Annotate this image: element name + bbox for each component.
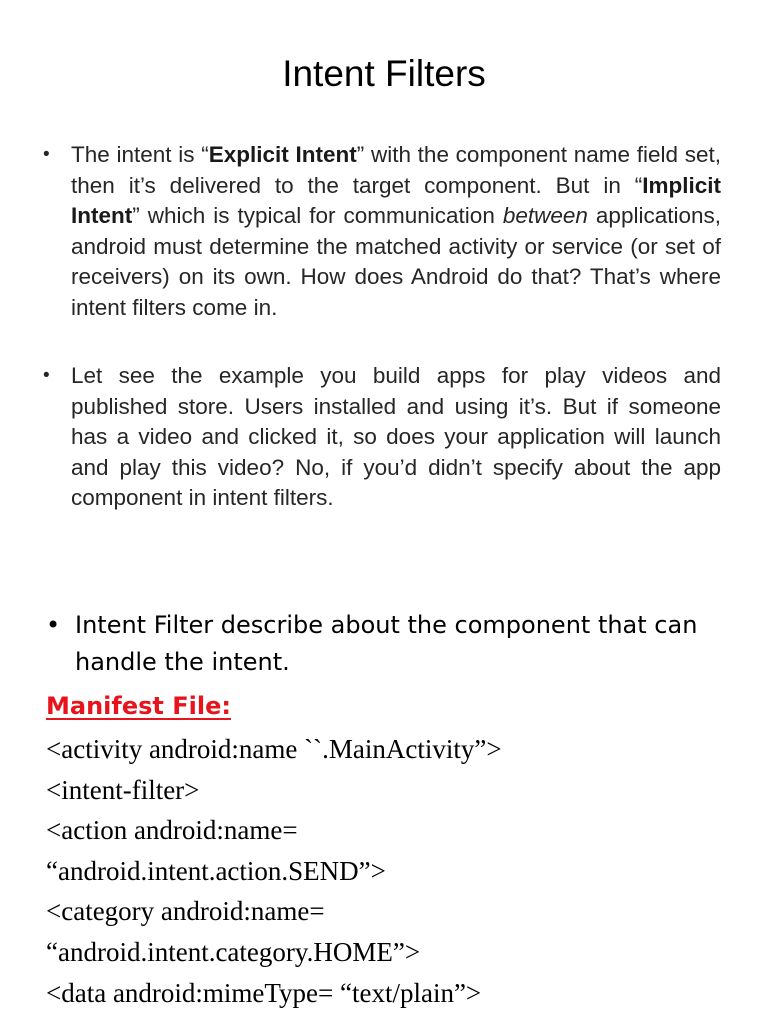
implicit-intent-term: Implicit Intent <box>71 172 721 229</box>
bullet-intent-filter-description <box>46 607 726 681</box>
bullet-explicit-implicit <box>43 140 721 324</box>
code-line-activity: <activity android:name ``.MainActivity”> <box>46 734 502 764</box>
bullet-text: The intent is “Explicit Intent” with the component name field set, then it’s delivered to the target component. But in “Implicit Intent” which is typical for communication between applications, android must determine the matched activity or service (or set of receivers) on its own. How does Android do that? That’s where intent filters come in. <box>71 142 722 320</box>
manifest-code-block <box>46 729 746 1013</box>
bullet-video-example <box>43 361 721 514</box>
bullet-text: Intent Filter describe about the component that can handle the intent. <box>75 611 698 676</box>
slide-title: Intent Filters <box>282 53 486 94</box>
code-line-action-value: “android.intent.action.SEND”> <box>46 855 386 886</box>
bullet-dot: • <box>43 144 50 165</box>
between-emphasis: between <box>502 203 588 229</box>
code-line-intent-filter: <intent-filter> <box>46 774 200 805</box>
code-line-data: <data android:mimeType= “text/plain”> <box>46 977 482 1008</box>
bullet-text: Let see the example you build apps for play videos and published store. Users installed and using it’s. But if someone has a video and clicked it, so does your application will launch and play this video? No, if you’d didn’t specify about the app component in intent filters. <box>71 363 721 511</box>
explicit-intent-term: Explicit Intent <box>208 142 357 167</box>
bullet-dot: • <box>43 365 50 386</box>
bullet-dot: • <box>46 611 61 639</box>
manifest-file-heading: Manifest File: <box>46 692 231 720</box>
code-line-category: <category android:name= <box>46 896 325 927</box>
code-line-action: <action android:name= <box>46 815 298 846</box>
code-line-category-value: “android.intent.category.HOME”> <box>46 936 421 967</box>
